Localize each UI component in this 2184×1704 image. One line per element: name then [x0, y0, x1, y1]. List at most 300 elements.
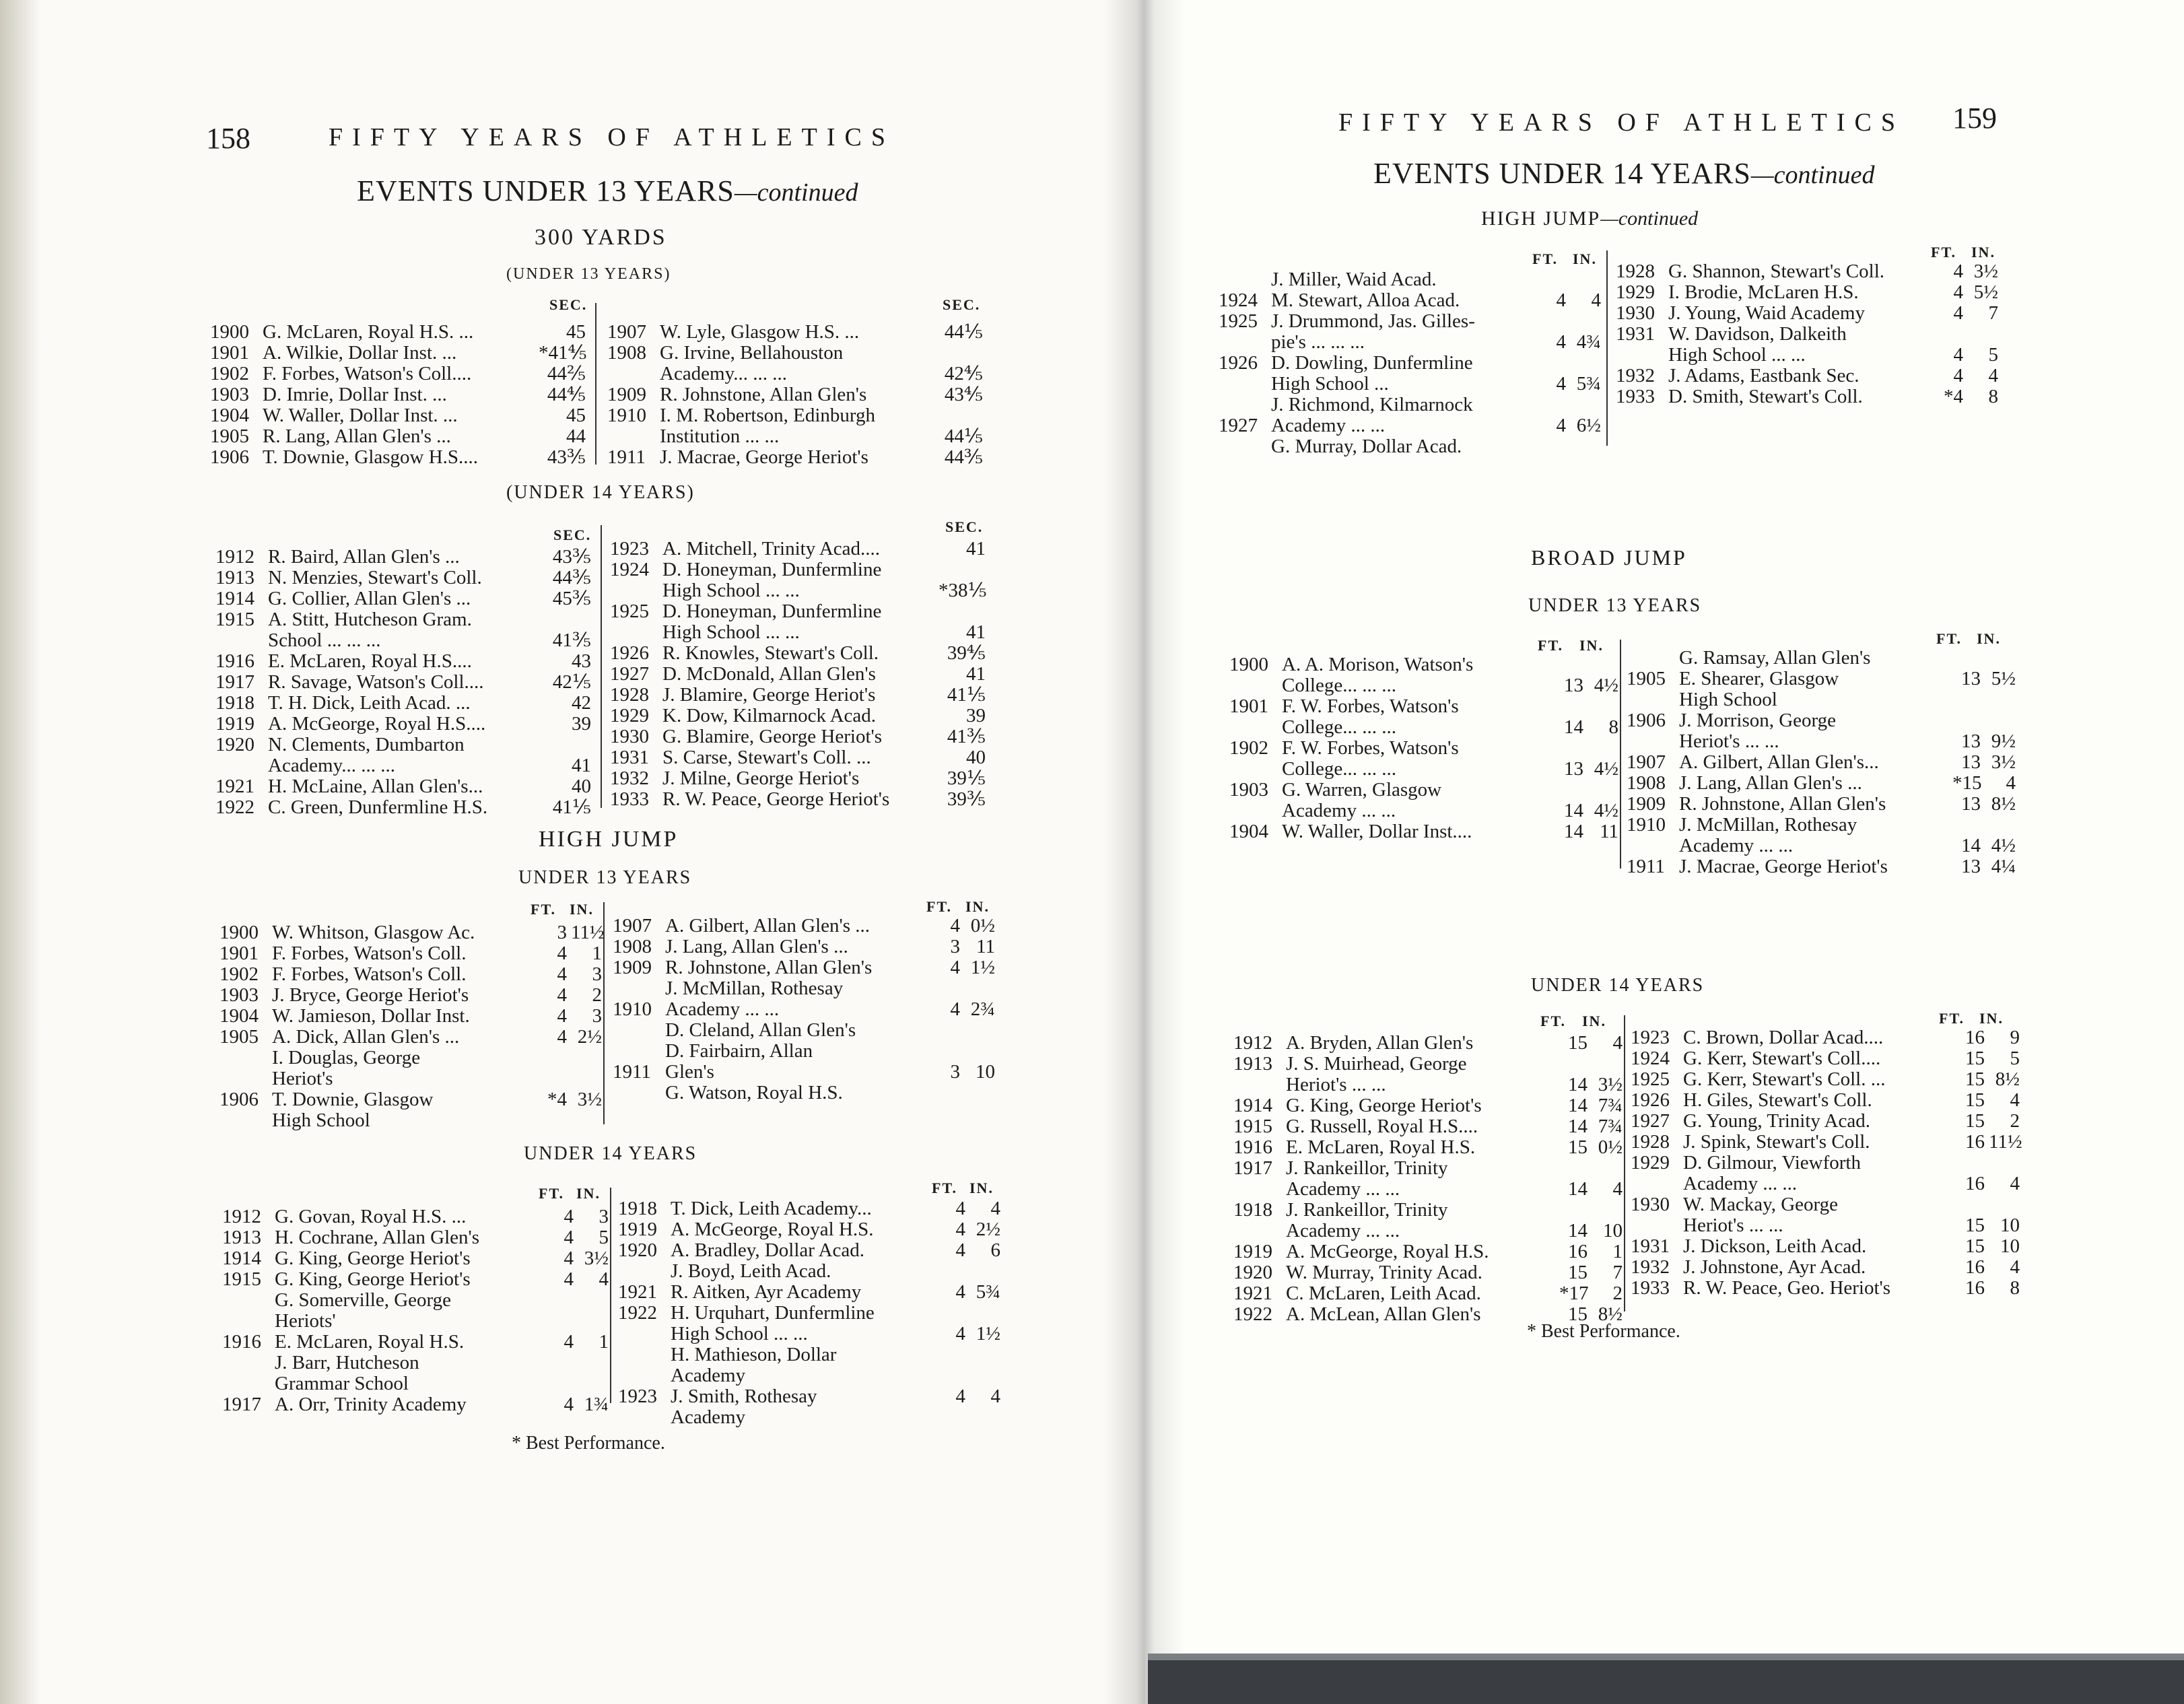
competitor-cell: High School: [1679, 689, 1777, 710]
year-cell: 1932: [610, 768, 649, 789]
column-rule: [595, 303, 596, 465]
competitor-cell: R. Baird, Allan Glen's ...: [268, 546, 460, 568]
inches-cell: 4¼: [1991, 856, 2016, 877]
table-row: [1631, 1027, 2021, 1048]
competitor-cell: J. Bryce, George Heriot's: [272, 984, 469, 1006]
feet-cell: 15: [1965, 1215, 1985, 1236]
table-row: [215, 755, 592, 776]
feet-cell: 16: [1965, 1277, 1985, 1299]
table-row: [219, 1110, 603, 1131]
table-row: [613, 1020, 996, 1041]
competitor-cell: D. Cleland, Allan Glen's: [665, 1019, 856, 1041]
year-cell: 1905: [210, 425, 249, 447]
time-cell: 39⅘: [947, 642, 986, 664]
results-column: [1233, 1033, 1624, 1325]
competitor-cell: A. McGeorge, Royal H.S.: [671, 1219, 874, 1240]
year-cell: 1932: [1631, 1256, 1670, 1278]
table-row: [219, 1006, 603, 1027]
unit-header-ft: FT.: [539, 1185, 564, 1202]
year-cell: 1928: [1616, 261, 1655, 282]
competitor-cell: Heriot's ... ...: [1286, 1074, 1386, 1095]
table-row: [1631, 1257, 2021, 1278]
results-column: [215, 547, 592, 818]
table-row: [222, 1394, 610, 1415]
feet-cell: 14: [1568, 1220, 1588, 1241]
year-cell: 1920: [618, 1239, 657, 1261]
competitor-cell: Academy... ... ...: [268, 755, 395, 776]
inches-cell: 2¾: [970, 998, 995, 1020]
competitor-cell: R. Lang, Allan Glen's ...: [263, 425, 451, 447]
feet-cell: 13: [1961, 668, 1981, 689]
year-cell: 1929: [1616, 281, 1655, 303]
year-cell: 1922: [215, 796, 254, 818]
table-row: [610, 539, 987, 559]
competitor-cell: H. Mathieson, Dollar: [671, 1344, 837, 1365]
table-row: [613, 1062, 996, 1083]
competitor-cell: A. Stitt, Hutcheson Gram.: [268, 609, 472, 630]
table-row: [610, 747, 987, 768]
table-row: [222, 1353, 610, 1373]
competitor-cell: J. Macrae, George Heriot's: [660, 446, 868, 468]
subsection-label: UNDER 13 YEARS: [518, 867, 692, 888]
table-row: [618, 1324, 1002, 1344]
feet-cell: 16: [1965, 1131, 1985, 1153]
feet-cell: *4: [1944, 386, 1963, 407]
table-row: [610, 601, 987, 622]
year-cell: 1903: [210, 384, 249, 405]
table-row: [610, 706, 987, 726]
competitor-cell: F. Forbes, Watson's Coll.: [272, 943, 467, 964]
table-row: [219, 1048, 603, 1068]
time-cell: 44⅖: [547, 363, 586, 384]
feet-cell: 4: [955, 1219, 965, 1240]
year-cell: 1913: [222, 1227, 261, 1248]
table-row: [1616, 282, 2000, 303]
results-column: [618, 1198, 1002, 1428]
feet-cell: 15: [1568, 1032, 1588, 1054]
inches-cell: 5: [1988, 344, 1998, 366]
table-row: [219, 964, 603, 985]
competitor-cell: A. A. Morison, Watson's: [1282, 654, 1474, 675]
table-row: [222, 1311, 610, 1332]
competitor-cell: College... ... ...: [1282, 716, 1396, 738]
section-title-300-yards: 300 YARDS: [535, 225, 667, 250]
year-cell: 1925: [1219, 310, 1258, 332]
table-row: [613, 916, 996, 936]
competitor-cell: G. King, George Heriot's: [1286, 1095, 1482, 1116]
year-cell: 1926: [610, 642, 649, 664]
table-row: [1219, 436, 1602, 457]
time-cell: 40: [572, 776, 591, 797]
year-cell: 1918: [618, 1198, 657, 1219]
feet-cell: 4: [1953, 281, 1963, 303]
running-head: FIFTY YEARS OF ATHLETICS: [1338, 108, 1905, 137]
inches-cell: 3½: [584, 1248, 609, 1269]
feet-cell: 4: [557, 984, 567, 1006]
table-row: [1233, 1179, 1624, 1200]
feet-cell: 15: [1965, 1089, 1985, 1111]
table-row: [1627, 794, 2017, 815]
year-cell: 1910: [613, 998, 652, 1020]
competitor-cell: G. Russell, Royal H.S....: [1286, 1116, 1478, 1137]
table-row: [1229, 654, 1620, 675]
year-cell: 1917: [215, 671, 254, 693]
table-row: [1233, 1033, 1624, 1054]
feet-cell: 4: [1556, 289, 1566, 311]
year-cell: 1930: [1616, 302, 1655, 324]
competitor-cell: C. Brown, Dollar Acad....: [1683, 1027, 1884, 1048]
table-row: [613, 936, 996, 957]
competitor-cell: J. Blamire, George Heriot's: [662, 684, 876, 706]
page-title-main: EVENTS UNDER 13 YEARS: [357, 174, 735, 207]
year-cell: 1909: [1627, 793, 1666, 815]
competitor-cell: A. McLean, Allan Glen's: [1286, 1303, 1481, 1325]
competitor-cell: R. W. Peace, Geo. Heriot's: [1683, 1277, 1891, 1299]
table-row: [613, 978, 996, 999]
competitor-cell: Academy ... ...: [1286, 1220, 1400, 1241]
year-cell: 1920: [1233, 1262, 1272, 1283]
time-cell: 43⅘: [944, 384, 983, 405]
year-cell: 1906: [219, 1089, 259, 1110]
page-title-main: EVENTS UNDER 14 YEARS: [1373, 157, 1751, 190]
table-row: [1219, 353, 1602, 374]
time-cell: 43⅗: [547, 446, 586, 468]
inches-cell: 9: [2010, 1027, 2020, 1048]
competitor-cell: W. Waller, Dollar Inst....: [1282, 821, 1472, 842]
feet-cell: 14: [1568, 1116, 1588, 1137]
inches-cell: 8: [1608, 716, 1618, 738]
inches-cell: 6½: [1576, 415, 1601, 436]
competitor-cell: G. Blamire, George Heriot's: [662, 726, 883, 747]
feet-cell: 4: [564, 1248, 574, 1269]
competitor-cell: Glen's: [665, 1061, 714, 1083]
competitor-cell: W. Lyle, Glasgow H.S. ...: [660, 321, 860, 343]
year-cell: 1906: [1627, 710, 1666, 731]
competitor-cell: K. Dow, Kilmarnock Acad.: [662, 705, 877, 726]
year-cell: 1932: [1616, 365, 1655, 386]
table-row: [219, 1068, 603, 1089]
inches-cell: 1½: [976, 1323, 1000, 1344]
inches-cell: 7¾: [1598, 1095, 1623, 1116]
competitor-cell: I. Brodie, McLaren H.S.: [1668, 281, 1859, 303]
time-cell: 42⅘: [944, 363, 983, 384]
year-cell: 1903: [1229, 779, 1268, 800]
unit-header-in: IN.: [1573, 250, 1597, 267]
inches-cell: 1: [592, 943, 602, 964]
table-row: [210, 364, 587, 384]
competitor-cell: N. Menzies, Stewart's Coll.: [268, 567, 482, 588]
competitor-cell: J. Rankeillor, Trinity: [1286, 1199, 1448, 1221]
table-row: [1616, 324, 2000, 345]
table-row: [1616, 345, 2000, 366]
competitor-cell: F. W. Forbes, Watson's: [1282, 695, 1459, 717]
year-cell: 1913: [1233, 1053, 1272, 1075]
competitor-cell: R. Johnstone, Allan Glen's: [1679, 793, 1886, 815]
inches-cell: 4: [990, 1198, 1000, 1219]
feet-cell: 14: [1568, 1074, 1588, 1095]
inches-cell: 3: [599, 1206, 609, 1227]
unit-header: SEC.: [553, 526, 592, 543]
book-gutter: [1104, 0, 1185, 1704]
table-row: [1631, 1278, 2021, 1299]
time-cell: *41⅘: [539, 342, 587, 364]
time-cell: 44⅗: [944, 446, 983, 468]
table-row: [1233, 1054, 1624, 1075]
table-row: [222, 1206, 610, 1227]
year-cell: 1931: [1631, 1235, 1670, 1257]
competitor-cell: T. H. Dick, Leith Acad. ...: [268, 692, 471, 714]
table-row: [618, 1386, 1002, 1407]
year-cell: 1925: [610, 601, 649, 622]
inches-cell: 4½: [1594, 675, 1618, 696]
competitor-cell: G. Govan, Royal H.S. ...: [275, 1206, 467, 1227]
table-row: [1219, 269, 1602, 290]
inches-cell: 5½: [1973, 281, 1998, 303]
time-cell: 42⅕: [552, 671, 591, 693]
competitor-cell: Academy: [671, 1406, 746, 1428]
table-row: [1616, 303, 2000, 324]
year-cell: 1916: [215, 650, 254, 672]
competitor-cell: W. Waller, Dollar Inst. ...: [263, 405, 458, 426]
time-cell: 41⅕: [947, 684, 986, 706]
table-row: [607, 447, 984, 468]
inches-cell: 8½: [1995, 1068, 2020, 1090]
year-cell: 1926: [1219, 352, 1258, 374]
inches-cell: 3½: [1973, 261, 1998, 282]
page-edge-shadow: [0, 0, 40, 1704]
competitor-cell: J. Morrison, George: [1679, 710, 1837, 731]
table-row: [1233, 1158, 1624, 1179]
feet-cell: 14: [1568, 1178, 1588, 1200]
year-cell: 1905: [1627, 668, 1666, 689]
competitor-cell: R. Savage, Watson's Coll....: [268, 671, 484, 693]
competitor-cell: Heriot's: [272, 1068, 333, 1089]
unit-header-ft: FT.: [1538, 637, 1563, 654]
running-head: FIFTY YEARS OF ATHLETICS: [329, 123, 895, 151]
time-cell: 41: [966, 538, 986, 559]
table-row: [1233, 1075, 1624, 1095]
competitor-cell: J. Spink, Stewart's Coll.: [1683, 1131, 1870, 1153]
unit-header-ft: FT.: [1939, 1010, 1965, 1027]
competitor-cell: J. Macrae, George Heriot's: [1679, 856, 1888, 877]
time-cell: 41: [966, 621, 986, 643]
table-row: [1616, 366, 2000, 386]
feet-cell: 4: [1953, 365, 1963, 386]
table-row: [1229, 717, 1620, 738]
year-cell: 1922: [1233, 1303, 1272, 1325]
time-cell: 39: [966, 705, 986, 726]
inches-cell: 4: [599, 1268, 609, 1290]
year-cell: 1928: [610, 684, 649, 706]
competitor-cell: D. McDonald, Allan Glen's: [662, 663, 876, 685]
feet-cell: 4: [1953, 261, 1963, 282]
competitor-cell: J. Boyd, Leith Acad.: [671, 1260, 831, 1282]
cover-board-edge: [1148, 1654, 2184, 1660]
feet-cell: 4: [557, 1005, 567, 1027]
feet-cell: 13: [1961, 793, 1981, 815]
table-row: [222, 1373, 610, 1394]
feet-cell: 14: [1564, 800, 1583, 821]
inches-cell: 7¾: [1598, 1116, 1623, 1137]
feet-cell: 4: [1953, 302, 1963, 324]
competitor-cell: A. Gilbert, Allan Glen's ...: [665, 915, 871, 936]
table-row: [1219, 332, 1602, 353]
competitor-cell: R. W. Peace, George Heriot's: [662, 788, 890, 810]
time-cell: 42: [572, 692, 591, 714]
competitor-cell: G. Kerr, Stewart's Coll....: [1683, 1048, 1881, 1069]
table-row: [1229, 780, 1620, 800]
table-row: [607, 384, 984, 405]
unit-header-in: IN.: [1971, 244, 1995, 261]
competitor-cell: School ... ... ...: [268, 629, 381, 651]
feet-cell: 4: [557, 963, 567, 985]
table-row: [215, 776, 592, 797]
unit-header-ft: FT.: [531, 901, 556, 918]
section-title-high-jump: HIGH JUMP: [539, 827, 679, 852]
competitor-cell: J. Richmond, Kilmarnock: [1271, 394, 1473, 415]
year-cell: 1914: [1233, 1095, 1272, 1116]
competitor-cell: Academy ... ...: [1679, 835, 1794, 856]
results-column: [610, 539, 987, 810]
unit-header-in: IN.: [1579, 637, 1604, 654]
competitor-cell: A. Mitchell, Trinity Acad....: [662, 538, 881, 559]
table-row: [610, 685, 987, 706]
competitor-cell: G. Irvine, Bellahouston: [660, 342, 844, 364]
competitor-cell: H. Cochrane, Allan Glen's: [275, 1227, 480, 1248]
competitor-cell: G. McLaren, Royal H.S. ...: [263, 321, 474, 343]
table-row: [618, 1219, 1002, 1240]
inches-cell: 4: [1591, 289, 1601, 311]
year-cell: 1905: [219, 1026, 259, 1048]
competitor-cell: N. Clements, Dumbarton: [268, 734, 465, 755]
table-row: [618, 1303, 1002, 1324]
competitor-cell: H. Urquhart, Dunfermline: [671, 1302, 875, 1324]
column-rule: [610, 1188, 611, 1403]
feet-cell: 3: [950, 1061, 960, 1083]
table-row: [610, 726, 987, 747]
competitor-cell: G. Somerville, George: [275, 1289, 452, 1311]
year-cell: 1915: [1233, 1116, 1272, 1137]
inches-cell: 2½: [976, 1219, 1000, 1240]
feet-cell: 16: [1965, 1173, 1985, 1194]
competitor-cell: College... ... ...: [1282, 675, 1396, 696]
year-cell: 1910: [607, 405, 646, 426]
table-row: [219, 985, 603, 1006]
feet-cell: 16: [1568, 1241, 1588, 1262]
year-cell: 1929: [1631, 1152, 1670, 1173]
competitor-cell: Heriots': [275, 1310, 336, 1332]
year-cell: 1921: [215, 776, 254, 797]
table-row: [1631, 1153, 2021, 1173]
table-row: [210, 405, 587, 426]
year-cell: 1916: [1233, 1136, 1272, 1158]
year-cell: 1901: [210, 342, 249, 364]
competitor-cell: J. McMillan, Rothesay: [665, 978, 844, 999]
year-cell: 1926: [1631, 1089, 1670, 1111]
competitor-cell: J. Young, Waid Academy: [1668, 302, 1865, 324]
competitor-cell: E. McLaren, Royal H.S....: [268, 650, 472, 672]
table-row: [1631, 1215, 2021, 1236]
table-row: [618, 1240, 1002, 1261]
table-row: [607, 364, 984, 384]
table-row: [1219, 311, 1602, 332]
year-cell: 1911: [607, 446, 646, 468]
year-cell: 1904: [210, 405, 249, 426]
unit-header-ft: FT.: [1931, 244, 1956, 261]
time-cell: 41: [966, 663, 986, 685]
table-row: [1627, 773, 2017, 794]
feet-cell: 4: [1556, 415, 1566, 436]
competitor-cell: Grammar School: [275, 1373, 409, 1394]
inches-cell: 2: [2010, 1110, 2020, 1132]
competitor-cell: High School ... ...: [662, 621, 800, 643]
table-row: [210, 343, 587, 364]
feet-cell: 14: [1564, 821, 1583, 842]
page-number: 159: [1952, 102, 1997, 135]
year-cell: 1915: [215, 609, 254, 630]
table-row: [618, 1261, 1002, 1282]
subsection-label: UNDER 14 YEARS: [1531, 975, 1705, 996]
year-cell: 1920: [215, 734, 254, 755]
year-cell: 1933: [610, 788, 649, 810]
competitor-cell: C. Green, Dunfermline H.S.: [268, 796, 488, 818]
results-column: [1631, 1027, 2021, 1299]
table-row: [215, 609, 592, 630]
feet-cell: *4: [547, 1089, 567, 1110]
table-row: [1631, 1090, 2021, 1111]
competitor-cell: High School: [272, 1110, 370, 1131]
column-rule: [1624, 1015, 1625, 1311]
inches-cell: 0½: [970, 915, 995, 936]
table-row: [1631, 1132, 2021, 1153]
year-cell: 1923: [610, 538, 649, 559]
competitor-cell: D. Honeyman, Dunfermline: [662, 559, 882, 580]
competitor-cell: F. Forbes, Watson's Coll....: [263, 363, 472, 384]
section-title-high-jump-continued: [1481, 207, 1698, 230]
table-row: [1233, 1137, 1624, 1158]
table-row: [1229, 696, 1620, 717]
table-row: [219, 1089, 603, 1110]
inches-cell: 11½: [1989, 1131, 2022, 1153]
inches-cell: 1½: [970, 957, 995, 978]
competitor-cell: W. Mackay, George: [1683, 1194, 1839, 1215]
table-row: [607, 343, 984, 364]
inches-cell: 9½: [1991, 730, 2016, 752]
feet-cell: 4: [557, 943, 567, 964]
table-row: [215, 651, 592, 672]
competitor-cell: J. Rankeillor, Trinity: [1286, 1157, 1448, 1179]
column-rule: [1606, 250, 1608, 446]
year-cell: 1923: [1631, 1027, 1670, 1048]
table-row: [613, 1083, 996, 1103]
table-row: [222, 1290, 610, 1311]
year-cell: 1931: [610, 747, 649, 768]
year-cell: 1907: [613, 915, 652, 936]
footnote: * Best Performance.: [1527, 1321, 1680, 1342]
inches-cell: 11: [1600, 821, 1618, 842]
inches-cell: 11: [976, 936, 995, 957]
competitor-cell: pie's ... ... ...: [1271, 331, 1365, 353]
year-cell: 1928: [1631, 1131, 1670, 1153]
inches-cell: 7: [1988, 302, 1998, 324]
competitor-cell: D. Gilmour, Viewforth: [1683, 1152, 1861, 1173]
competitor-cell: Academy ... ...: [1282, 800, 1396, 821]
results-column: [1219, 269, 1602, 457]
year-cell: 1900: [1229, 654, 1268, 675]
competitor-cell: G. Warren, Glasgow: [1282, 779, 1442, 800]
competitor-cell: Academy ... ...: [1286, 1178, 1400, 1200]
competitor-cell: W. Murray, Trinity Acad.: [1286, 1262, 1482, 1283]
